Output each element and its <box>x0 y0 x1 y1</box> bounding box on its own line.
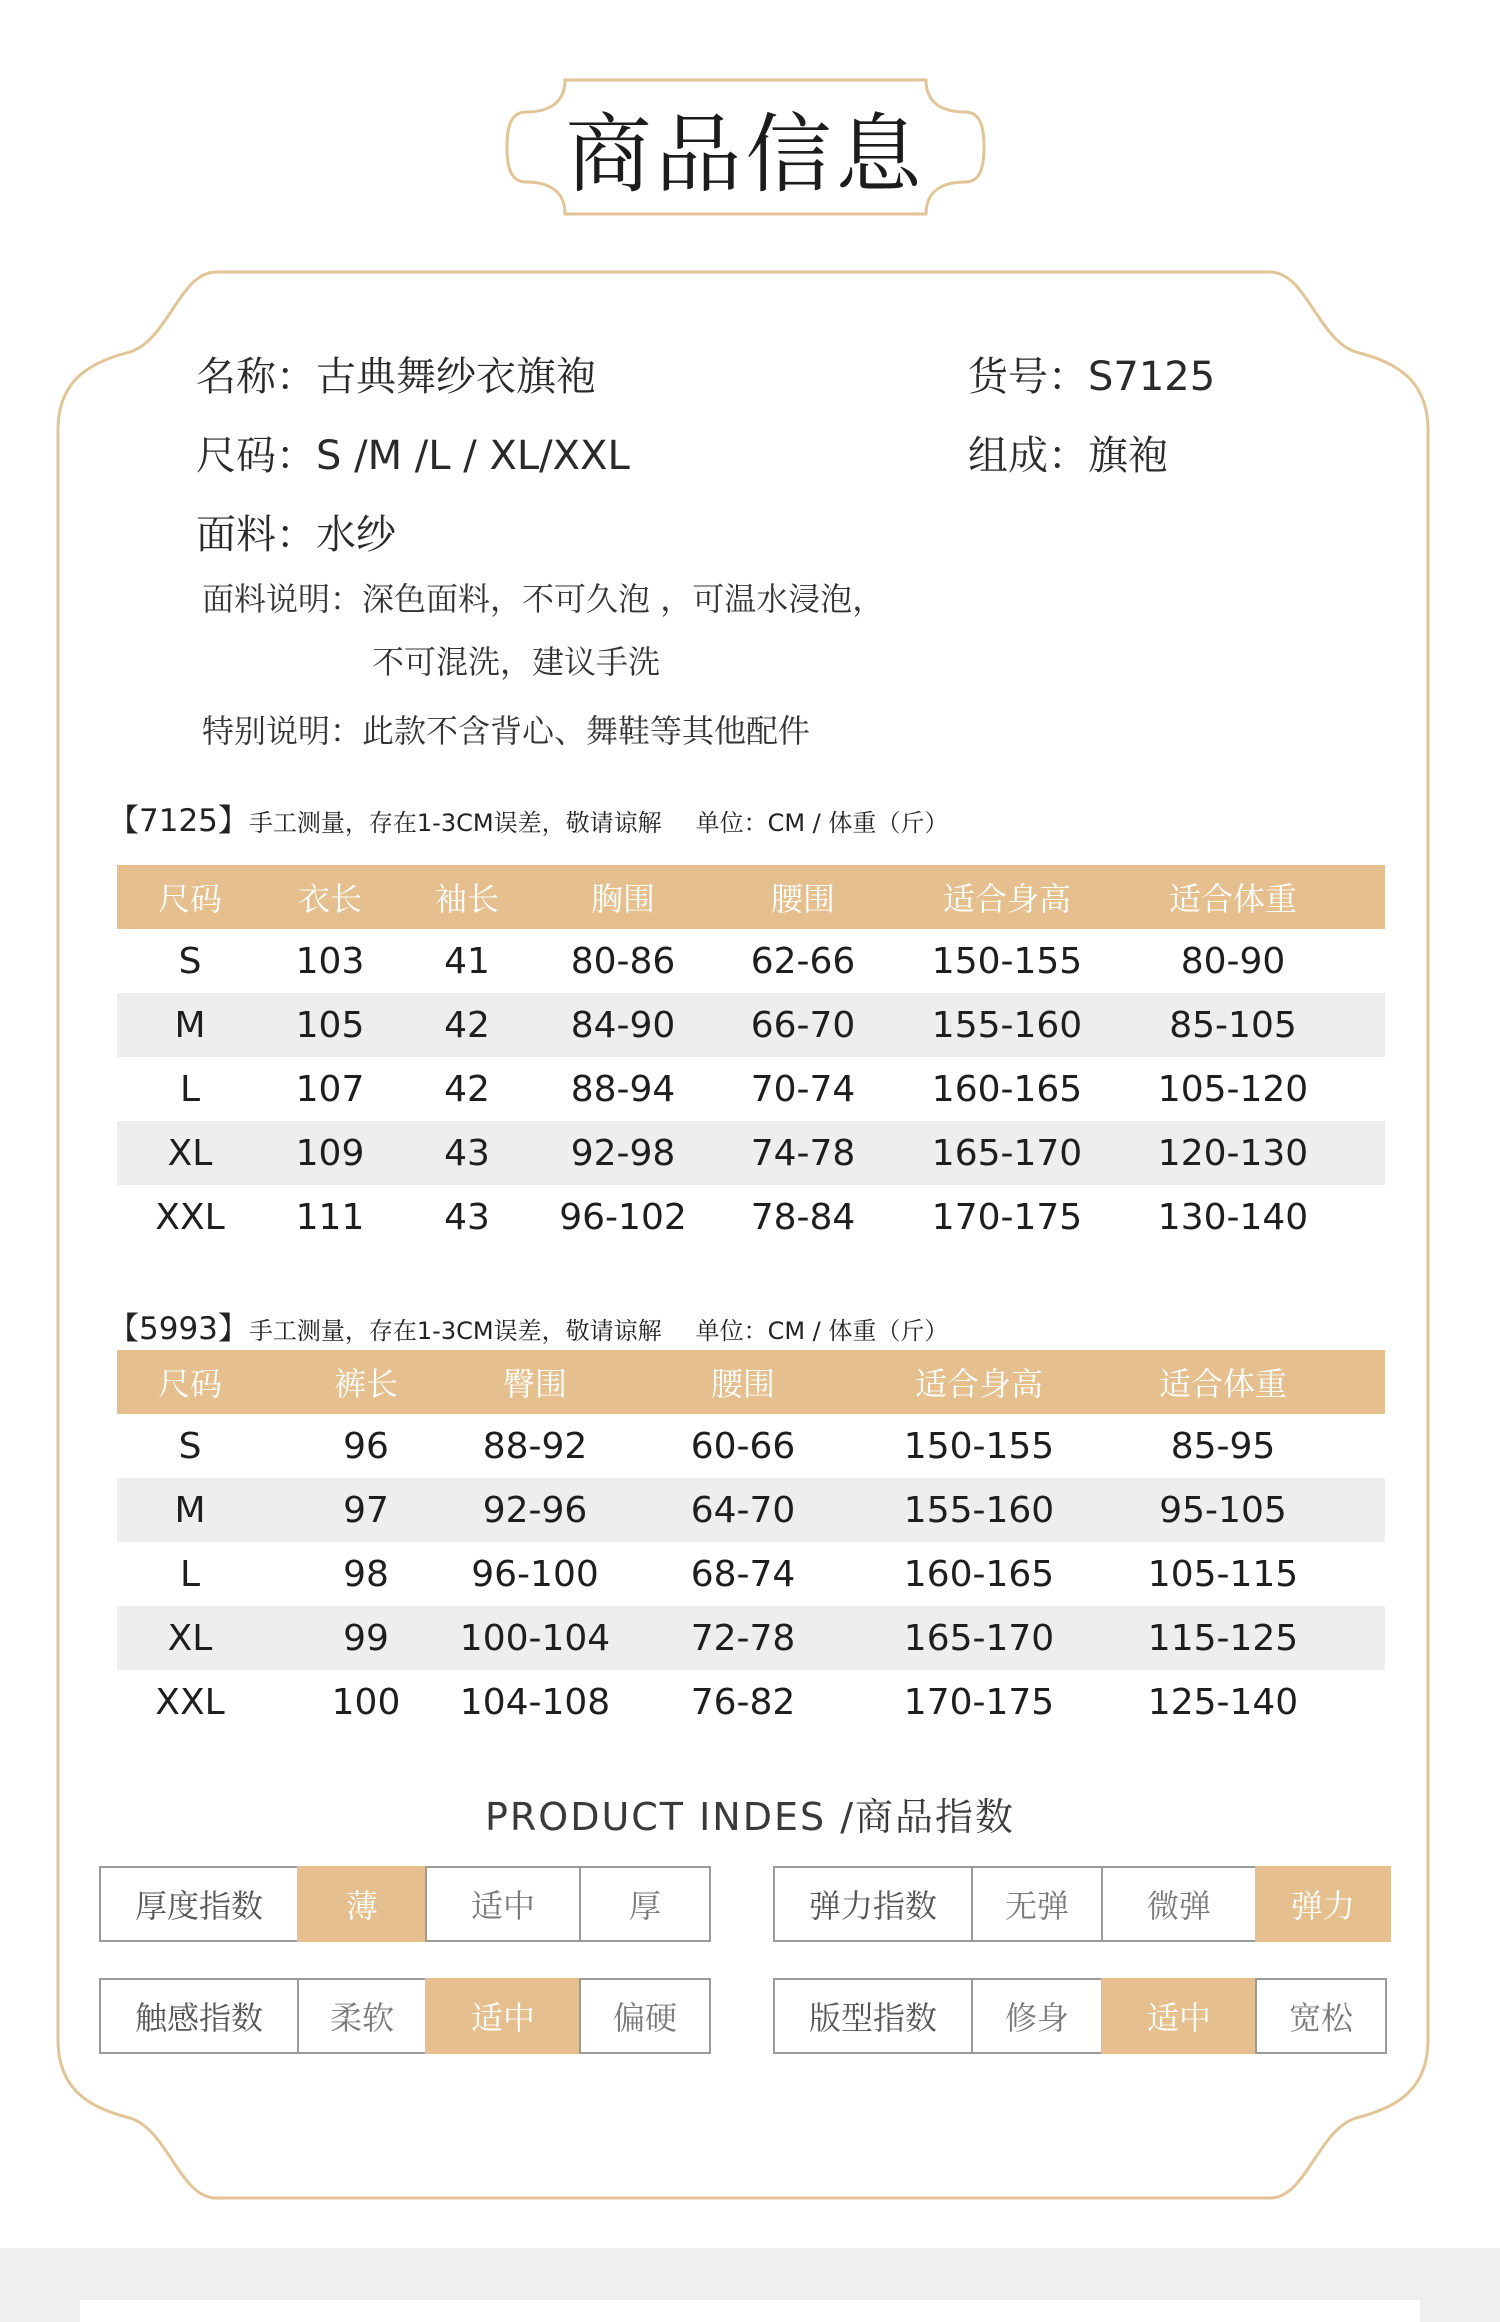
table-header-cell: 腰围 <box>770 880 836 918</box>
product-fabric-label: 面料： <box>196 512 316 558</box>
table-cell: 76-82 <box>690 1681 796 1723</box>
product-composition-label: 组成： <box>968 433 1088 479</box>
size-table-2-caption <box>108 1303 948 1348</box>
fit-option: 宽松 <box>1255 1978 1387 2054</box>
touch-option: 柔软 <box>297 1978 427 2054</box>
fit-index <box>773 1978 1387 2054</box>
table-row <box>117 1670 1385 1734</box>
table-cell: 105-115 <box>1147 1553 1299 1595</box>
table-row <box>117 1185 1385 1249</box>
touch-index-label: 触感指数 <box>99 1978 299 2054</box>
table-cell: M <box>174 1004 206 1046</box>
elasticity-index <box>773 1866 1391 1942</box>
table-cell: 98 <box>343 1553 389 1595</box>
table-cell: 96 <box>343 1425 389 1467</box>
table-cell: 165-170 <box>903 1617 1055 1659</box>
touch-option: 偏硬 <box>579 1978 711 2054</box>
table-cell: 100 <box>331 1681 401 1723</box>
table-cell: 99 <box>343 1617 389 1659</box>
table-header-cell: 尺码 <box>157 880 223 918</box>
table-header-cell: 衣长 <box>297 880 363 918</box>
fabric-note-label: 面料说明： <box>202 580 363 618</box>
table-row <box>117 1478 1385 1542</box>
product-size-value: S /M /L / XL/XXL <box>316 433 630 479</box>
table-2-code: 【5993】 <box>108 1311 249 1347</box>
product-size-label: 尺码： <box>196 433 316 479</box>
table-1-note: 手工测量，存在1-3CM误差，敬请谅解 <box>248 809 662 837</box>
table-cell: XXL <box>155 1681 225 1723</box>
table-cell: 70-74 <box>750 1068 856 1110</box>
table-cell: 105-120 <box>1157 1068 1309 1110</box>
table-cell: 160-165 <box>931 1068 1083 1110</box>
product-composition-value: 旗袍 <box>1088 433 1168 479</box>
table-header-cell: 适合身高 <box>914 1365 1044 1403</box>
size-table-1-caption <box>108 795 948 840</box>
product-size <box>196 424 630 481</box>
fit-option: 修身 <box>971 1978 1103 2054</box>
table-row <box>117 1121 1385 1185</box>
table-cell: XL <box>167 1617 213 1659</box>
page-title: 商品信息 <box>565 105 926 205</box>
table-1-unit: 单位：CM / 体重（斤） <box>695 809 949 837</box>
thickness-option: 厚 <box>579 1866 711 1942</box>
size-table-1 <box>117 865 1385 1249</box>
table-header-cell: 尺码 <box>157 1365 223 1403</box>
table-cell: 170-175 <box>903 1681 1055 1723</box>
table-cell: 104-108 <box>459 1681 611 1723</box>
table-cell: 43 <box>444 1196 490 1238</box>
product-name-label: 名称： <box>196 354 316 400</box>
table-header-cell: 腰围 <box>710 1365 776 1403</box>
table-header-cell: 臀围 <box>502 1365 568 1403</box>
table-header-cell: 适合体重 <box>1158 1365 1288 1403</box>
table-cell: 125-140 <box>1147 1681 1299 1723</box>
special-note-label: 特别说明： <box>202 712 363 750</box>
table-cell: M <box>174 1489 206 1531</box>
table-cell: 74-78 <box>750 1132 856 1174</box>
table-cell: 85-95 <box>1170 1425 1276 1467</box>
special-note <box>202 706 810 752</box>
table-cell: 103 <box>295 940 365 982</box>
table-cell: 88-94 <box>570 1068 676 1110</box>
table-cell: 111 <box>295 1196 365 1238</box>
special-note-value: 此款不含背心、舞鞋等其他配件 <box>362 712 811 750</box>
table-cell: XL <box>167 1132 213 1174</box>
table-cell: 109 <box>295 1132 365 1174</box>
table-header-cell: 适合体重 <box>1168 880 1298 918</box>
product-index-title: PRODUCT INDES /商品指数 <box>484 1795 1016 1839</box>
footer-card <box>80 2300 1420 2322</box>
table-cell: XXL <box>155 1196 225 1238</box>
table-cell: 41 <box>444 940 490 982</box>
table-cell: S <box>178 940 202 982</box>
table-cell: 96-102 <box>559 1196 687 1238</box>
table-cell: 105 <box>295 1004 365 1046</box>
table-cell: 115-125 <box>1147 1617 1299 1659</box>
thickness-index <box>99 1866 711 1942</box>
table-cell: 120-130 <box>1157 1132 1309 1174</box>
fabric-note <box>202 574 884 620</box>
table-cell: 150-155 <box>903 1425 1055 1467</box>
product-fabric-value: 水纱 <box>316 512 396 558</box>
product-fabric <box>196 503 396 560</box>
table-cell: 66-70 <box>750 1004 856 1046</box>
table-row <box>117 1414 1385 1478</box>
table-row <box>117 993 1385 1057</box>
page-title-badge <box>505 78 986 216</box>
elasticity-option: 无弹 <box>971 1866 1103 1942</box>
table-cell: 95-105 <box>1159 1489 1287 1531</box>
fabric-note-line1: 深色面料，不可久泡 ，可温水浸泡， <box>362 580 885 618</box>
table-cell: S <box>178 1425 202 1467</box>
table-cell: 107 <box>295 1068 365 1110</box>
table-cell: 155-160 <box>903 1489 1055 1531</box>
table-header-cell: 袖长 <box>434 880 500 918</box>
product-sku-value: S7125 <box>1088 354 1216 400</box>
table-cell: 62-66 <box>750 940 856 982</box>
table-cell: 170-175 <box>931 1196 1083 1238</box>
table-cell: 92-98 <box>570 1132 676 1174</box>
table-cell: 130-140 <box>1157 1196 1309 1238</box>
table-cell: 64-70 <box>690 1489 796 1531</box>
table-cell: 165-170 <box>931 1132 1083 1174</box>
thickness-option: 薄 <box>297 1866 427 1942</box>
table-row <box>117 1606 1385 1670</box>
table-cell: 160-165 <box>903 1553 1055 1595</box>
table-1-code: 【7125】 <box>108 803 249 839</box>
product-sku <box>968 345 1215 402</box>
table-cell: 42 <box>444 1004 490 1046</box>
table-cell: 155-160 <box>931 1004 1083 1046</box>
product-name-value: 古典舞纱衣旗袍 <box>316 354 596 400</box>
table-header-row <box>117 865 1385 929</box>
fit-option: 适中 <box>1101 1978 1257 2054</box>
product-name <box>196 345 596 402</box>
table-cell: 92-96 <box>482 1489 588 1531</box>
table-2-note: 手工测量，存在1-3CM误差，敬请谅解 <box>248 1317 662 1345</box>
table-row <box>117 1057 1385 1121</box>
size-table-2 <box>117 1350 1385 1734</box>
table-header-cell: 适合身高 <box>942 880 1072 918</box>
table-cell: 43 <box>444 1132 490 1174</box>
table-cell: 78-84 <box>750 1196 856 1238</box>
table-cell: 42 <box>444 1068 490 1110</box>
table-cell: 80-90 <box>1180 940 1286 982</box>
elasticity-index-label: 弹力指数 <box>773 1866 973 1942</box>
fit-index-label: 版型指数 <box>773 1978 973 2054</box>
table-row <box>117 929 1385 993</box>
touch-option: 适中 <box>425 1978 581 2054</box>
elasticity-option: 微弹 <box>1101 1866 1257 1942</box>
thickness-index-label: 厚度指数 <box>99 1866 299 1942</box>
table-header-row <box>117 1350 1385 1414</box>
table-cell: L <box>179 1553 201 1595</box>
table-cell: 60-66 <box>690 1425 796 1467</box>
table-cell: 68-74 <box>690 1553 796 1595</box>
touch-index <box>99 1978 711 2054</box>
table-2-unit: 单位：CM / 体重（斤） <box>695 1317 949 1345</box>
table-cell: 84-90 <box>570 1004 676 1046</box>
table-cell: 72-78 <box>690 1617 796 1659</box>
table-cell: 85-105 <box>1169 1004 1297 1046</box>
product-sku-label: 货号： <box>968 354 1088 400</box>
table-row <box>117 1542 1385 1606</box>
product-composition <box>968 424 1168 481</box>
table-header-cell: 胸围 <box>590 880 656 918</box>
table-cell: 96-100 <box>471 1553 599 1595</box>
table-cell: 100-104 <box>459 1617 611 1659</box>
table-cell: L <box>179 1068 201 1110</box>
table-cell: 150-155 <box>931 940 1083 982</box>
table-header-cell: 裤长 <box>333 1365 399 1403</box>
elasticity-option: 弹力 <box>1255 1866 1391 1942</box>
table-cell: 97 <box>343 1489 389 1531</box>
fabric-note-line2: 不可混洗，建议手洗 <box>372 643 661 681</box>
table-cell: 80-86 <box>570 940 676 982</box>
thickness-option: 适中 <box>425 1866 581 1942</box>
table-cell: 88-92 <box>482 1425 588 1467</box>
